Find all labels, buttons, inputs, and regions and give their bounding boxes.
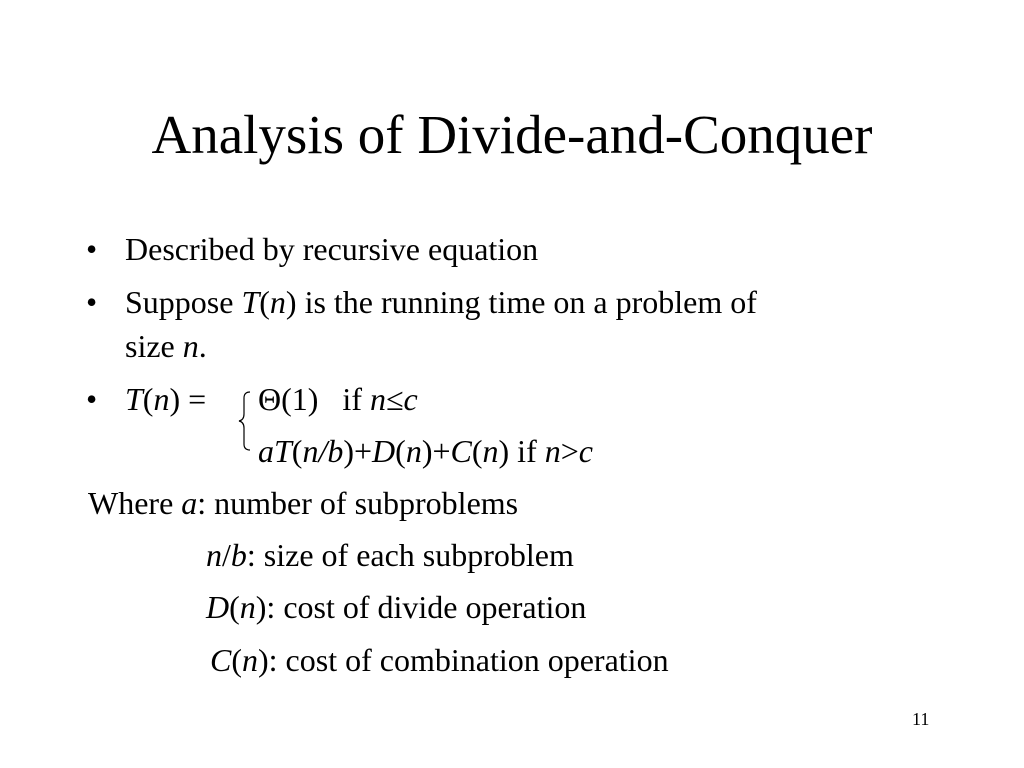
bullet-recursive-equation (125, 229, 538, 269)
where-label: Where (88, 485, 182, 521)
math-var-c: c (403, 381, 418, 417)
recurrence-case-recursive (258, 431, 593, 471)
math-paren: ( (259, 284, 270, 320)
math-paren-plus: )+ (343, 433, 373, 469)
bullet-text: Described by recursive equation (125, 231, 539, 267)
math-var-C: C (450, 433, 472, 469)
bullet-marker: • (86, 231, 98, 267)
where-D (206, 587, 586, 627)
math-var-n: n (269, 284, 286, 320)
math-var-c: c (578, 433, 593, 469)
math-slash: / (222, 537, 231, 573)
bullet-marker: • (86, 284, 98, 320)
where-desc: : size of each subproblem (246, 537, 574, 573)
math-theta-one: Θ(1) (258, 381, 319, 417)
math-paren-plus: )+ (421, 433, 451, 469)
math-var-n: n (405, 433, 422, 469)
math-var-a: a (181, 485, 198, 521)
math-paren: ( (471, 433, 483, 469)
recurrence-lhs (125, 379, 206, 419)
where-n-over-b (206, 535, 574, 575)
math-equals: ) = (169, 381, 207, 417)
math-var-T: T (241, 284, 260, 320)
where-a (88, 483, 518, 523)
math-n-over-b: n/b (302, 433, 344, 469)
bullet-marker: • (86, 381, 98, 417)
bullet-text: . (198, 328, 207, 364)
math-le: ≤ (385, 381, 404, 417)
where-desc: ): cost of combination operation (258, 642, 669, 678)
math-paren: ( (142, 381, 154, 417)
bullet-text: Suppose (125, 284, 242, 320)
math-paren: ( (291, 433, 303, 469)
where-desc: ): cost of divide operation (255, 589, 587, 625)
math-var-n: n (239, 589, 256, 625)
left-brace-icon (236, 390, 252, 452)
math-var-C: C (210, 642, 232, 678)
math-var-D: D (372, 433, 396, 469)
slide-title: Analysis of Divide-and-Conquer (151, 104, 873, 165)
case-if: ) if (498, 433, 545, 469)
bullet-text: size (125, 328, 183, 364)
math-var-n: n (544, 433, 561, 469)
page-number: 11 (912, 709, 930, 729)
recurrence-case-base (258, 379, 418, 419)
math-var-n: n (242, 642, 258, 678)
case-if: if (342, 381, 370, 417)
math-var-n: n (482, 433, 499, 469)
math-var-a: a (258, 433, 274, 469)
math-var-n: n (182, 328, 199, 364)
math-var-n: n (206, 537, 222, 573)
bullet-running-time (125, 282, 757, 322)
math-var-T: T (125, 381, 143, 417)
math-var-T: T (274, 433, 292, 469)
where-C (210, 640, 669, 680)
bullet-running-time-continued (125, 326, 207, 366)
math-var-n: n (369, 381, 386, 417)
math-paren: ( (231, 642, 242, 678)
math-var-n: n (153, 381, 170, 417)
math-paren: ( (395, 433, 406, 469)
math-gt: > (560, 433, 579, 469)
bullet-text: ) is the running time on a problem of (285, 284, 757, 320)
math-var-b: b (230, 537, 247, 573)
math-var-D: D (206, 589, 230, 625)
math-paren: ( (229, 589, 240, 625)
where-desc: : number of subproblems (197, 485, 519, 521)
